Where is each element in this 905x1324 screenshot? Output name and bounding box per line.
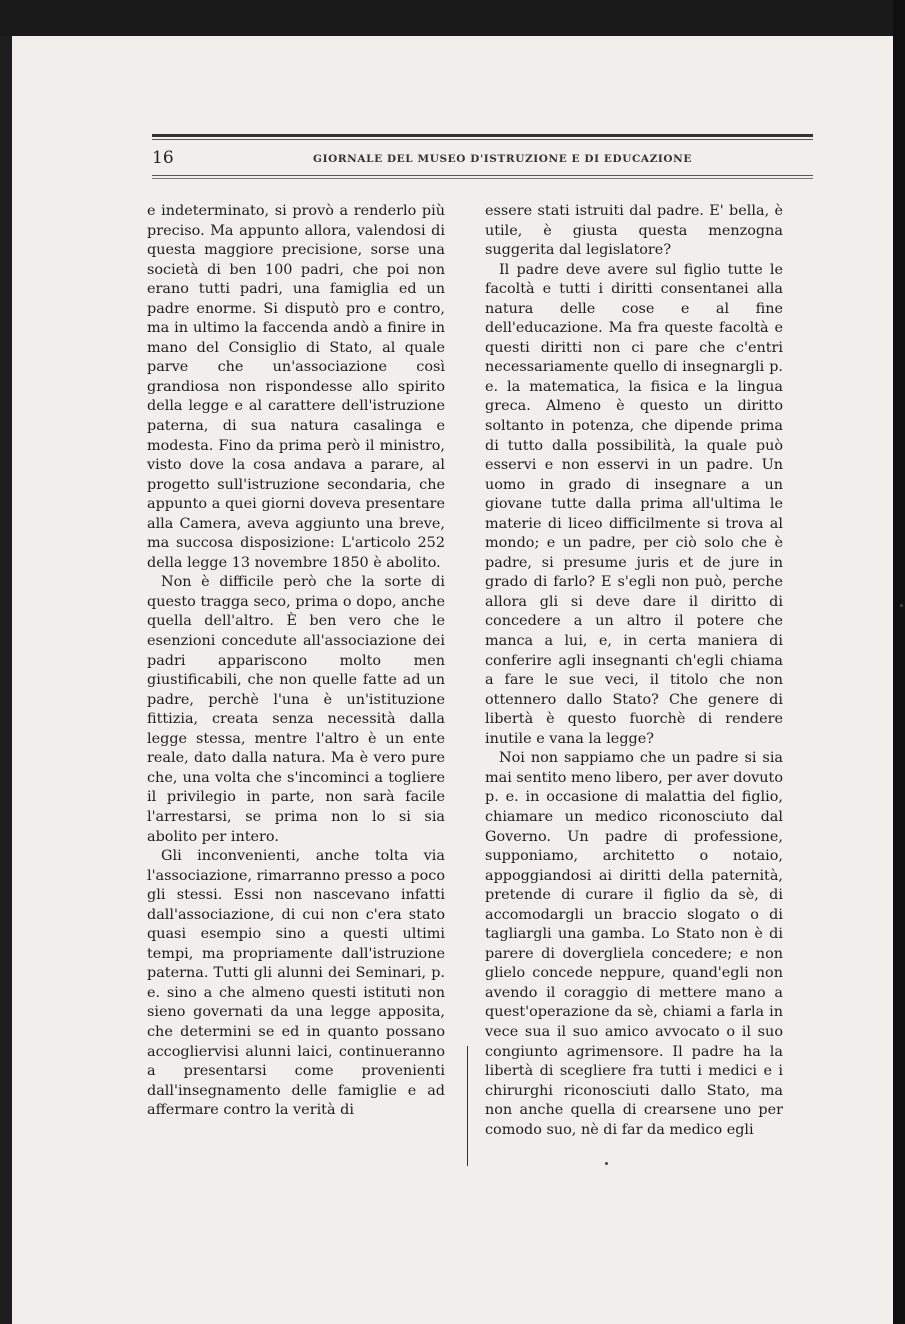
running-head bbox=[152, 148, 813, 170]
scan-border bbox=[0, 0, 905, 36]
paragraph: Gli inconvenienti, anche tolta via l'associazione, rimarranno presso a poco gli stessi. Essi non nascevano infatti dall'associazione, di cui non c'era stato quasi esempio sino a questi ultimi tempi, ma propriamente dall'istruzione paterna. Tutti gli alunni dei Seminari, p. e. sino a che almeno questi istituti non sieno governati da una legge apposita, che determini se ed in quanto possano accogliervisi alunni laici, continueranno a presentarsi come provenienti dall'insegnamento delle famiglie e ad affermare contro la verità di bbox=[147, 848, 445, 1119]
scan-edge bbox=[893, 0, 905, 1324]
page-number: 16 bbox=[152, 148, 174, 168]
left-column bbox=[147, 202, 445, 1121]
paper-speck bbox=[900, 604, 903, 607]
book-page bbox=[12, 36, 893, 1324]
paragraph: Noi non sappiamo che un padre si sia mai sentito meno libero, per aver dovuto p. e. in occasione di malattia del figlio, chiamare un medico riconosciuto dal Governo. Un padre di professione, supponiamo, architetto o notaio, appoggiandosi ai diritti della paternità, pretende di curare il figlio da sè, di accomodargli un braccio slogato o di tagliargli una gamba. Lo Stato non è di parere di dovergliela concedere; e non glielo concede neppure, quand'egli non avendo il coraggio di mettere mano a quest'operazione da sè, chiami a farla in vece sua il suo amico avvocato o il suo congiunto agrimensore. Il padre ha la libertà di scegliere fra tutti i medici e i chirurghi riconosciuti dallo Stato, ma non anche quella di crearsene uno per comodo suo, nè di far da medico egli bbox=[485, 750, 783, 1138]
column-divider bbox=[467, 1046, 468, 1166]
header-rule-bottom bbox=[152, 175, 813, 179]
paragraph: Il padre deve avere sul figlio tutte le facoltà e tutti i diritti consentanei alla natura delle cose e al fine dell'educazione. Ma fra queste facoltà e questi diritti non ci pare che c'entri necessariamente quello di insegnargli p. e. la matematica, la fisica e la lingua greca. Almeno è questo un diritto soltanto in potenza, che dipende prima di tutto dalla possibilità, la quale può esservi e non esservi in un padre. Un uomo in grado di insegnare a un giovane tutte dalla prima all'ultima le materie di liceo difficilmente si trova al mondo; e un padre, per ciò solo che è padre, si presume juris et de jure in grado di farlo? E s'egli non può, perche allora gli si deve dare il diritto di concedere a un altro il potere che manca a lui, e, in certa maniera di conferire agli insegnanti ch'egli chiama a fare le sue veci, il titolo che non ottennero dallo Stato? Che genere di libertà è questo fuorchè di rendere inutile e vana la legge? bbox=[485, 261, 783, 747]
paper-speck bbox=[605, 1162, 608, 1165]
paragraph: e indeterminato, si provò a renderlo più preciso. Ma appunto allora, valendosi di questa maggiore precisione, sorse una società di ben 100 padri, che poi non erano tutti padri, una famiglia ed un padre enorme. Si disputò pro e contro, ma in ultimo la faccenda andò a finire in mano del Consiglio di Stato, al quale parve che un'associazione così grandiosa non rispondesse allo spirito della legge e al carattere dell'istruzione paterna, di sua natura casalinga e modesta. Fino da prima però il ministro, visto dove la cosa andava a parare, al progetto sull'istruzione secondaria, che appunto a quei giorni doveva presentare alla Camera, aveva aggiunto una breve, ma succosa disposizione: L'articolo 252 della legge 13 novembre 1850 è abolito. bbox=[147, 203, 445, 571]
right-column bbox=[485, 202, 783, 1140]
running-title: GIORNALE DEL MUSEO D'ISTRUZIONE E DI EDUCAZIONE bbox=[313, 153, 692, 165]
header-rule-top bbox=[152, 134, 813, 140]
paragraph: essere stati istruiti dal padre. E' bella, è utile, è giusta questa menzogna suggerita dal legislatore? bbox=[485, 203, 783, 259]
paragraph: Non è difficile però che la sorte di questo tragga seco, prima o dopo, anche quella dell'altro. È ben vero che le esenzioni concedute all'associazione dei padri appariscono molto men giustificabili, che non quelle fatte ad un padre, perchè l'una è un'istituzione fittizia, creata senza necessità dalla legge stessa, mentre l'altro è un ente reale, dato dalla natura. Ma è vero pure che, una volta che s'incominci a togliere il privilegio in parte, non sarà facile l'arrestarsi, se prima non lo si sia abolito per intero. bbox=[147, 574, 445, 845]
